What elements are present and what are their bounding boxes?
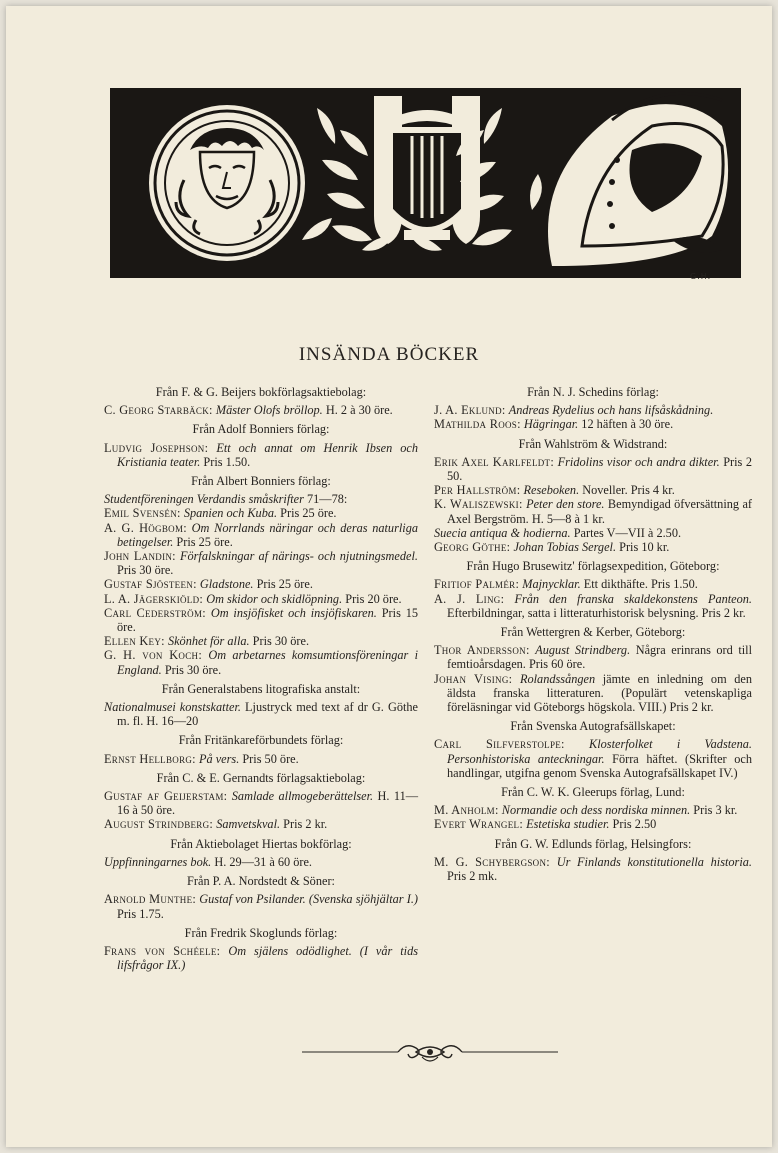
book-author: K. Waliszewski: (434, 497, 523, 512)
book-entry (104, 892, 418, 920)
publisher-section (104, 474, 418, 677)
book-details: Efterbildningar, satta i litteraturhistorisk belysning. Pris 2 kr. (447, 605, 746, 620)
book-author: Frans von Schéele: (104, 943, 221, 958)
book-title: Spanien och Kuba. (183, 506, 278, 521)
book-title: Samvetskval. (216, 817, 281, 832)
book-title: Reseboken. (523, 483, 580, 498)
book-entry (434, 643, 752, 671)
book-title: August Strindberg. (535, 643, 631, 658)
book-title: Gladstone. (199, 577, 254, 592)
book-entry (434, 803, 752, 817)
publisher-heading: Från C. & E. Gernandts förlagsaktiebolag: (156, 770, 366, 785)
book-title: Andreas Rydelius och hans lifsåskådning. (508, 403, 714, 418)
book-title: Ur Finlands konstitutionella historia. (556, 854, 752, 869)
page (6, 6, 772, 1147)
book-title: På vers. (198, 751, 240, 766)
book-author: Ernst Hellborg: (104, 751, 196, 766)
book-author: M. Anholm: (434, 803, 499, 818)
book-entry (434, 483, 752, 497)
book-details: Några erinrans ord till femtioårsdagen. Pris 60 öre. (447, 643, 753, 672)
book-details: Pris 30 öre. (117, 563, 174, 578)
publisher-heading: Från Svenska Autografsällskapet: (510, 719, 676, 734)
book-author: Johan Vising: (434, 671, 513, 686)
book-title: Om insjöfisket och insjöfiskaren. (210, 605, 377, 620)
book-title: Fridolins visor och andra dikter. (557, 454, 720, 469)
book-entry (434, 455, 752, 483)
book-entry (434, 672, 752, 715)
book-details: Noveller. Pris 4 kr. (579, 483, 675, 498)
publisher-heading: Från Albert Bonniers förlag: (191, 474, 331, 489)
publisher-heading: Från P. A. Nordstedt & Söner: (187, 874, 335, 889)
book-title: Suecia antiqua & hodierna. (434, 525, 571, 540)
publisher-section (434, 437, 752, 555)
publisher-heading: Från Adolf Bonniers förlag: (192, 422, 330, 437)
publisher-heading: Från Generalstabens litografiska anstalt: (161, 681, 361, 696)
book-entry (104, 944, 418, 972)
book-title: Om Norrlands näringar och deras naturliga betingelser. (117, 520, 418, 549)
book-title: Om skidor och skidlöpning. (206, 591, 343, 606)
book-author: Gustaf Sjösteen: (104, 577, 197, 592)
lyre-icon (374, 96, 480, 244)
publisher-section (104, 733, 418, 765)
book-entry (104, 789, 418, 817)
book-details: Pris 1.75. (117, 906, 164, 921)
book-title: Normandie och dess nordiska minnen. (501, 803, 691, 818)
book-entry (104, 634, 418, 648)
book-details: Pris 25 öre. (253, 577, 313, 592)
book-entry (104, 577, 418, 591)
flourish-icon (302, 1039, 558, 1065)
publisher-heading: Från Hugo Brusewitz' förlagsexpedition, Göteborg: (466, 559, 720, 574)
book-details: Pris 30 öre. (249, 634, 310, 649)
book-author: Arnold Munthe: (104, 892, 197, 907)
book-entry (434, 592, 752, 620)
left-column (104, 380, 418, 975)
book-author: Per Hallström: (434, 483, 521, 498)
book-details: H. 11—16 à 50 öre. (117, 789, 419, 818)
book-title: Studentföreningen Verdandis småskrifter (104, 492, 304, 507)
book-author: Mathilda Roos: (434, 417, 521, 432)
book-title: Från den franska skaldekonstens Panteon. (514, 591, 753, 606)
book-entry (104, 506, 418, 520)
book-author: C. Georg Starbäck: (104, 403, 213, 418)
publisher-section (104, 926, 418, 973)
banner-illustration (112, 90, 739, 276)
publisher-section (434, 385, 752, 432)
publisher-section (434, 625, 752, 714)
book-author: Carl Silfverstolpe: (434, 737, 565, 752)
book-entry (104, 855, 418, 869)
publisher-section (434, 837, 752, 884)
book-author: Georg Göthe: (434, 540, 511, 555)
publisher-section (434, 785, 752, 832)
book-details: 12 häften à 30 öre. (578, 417, 674, 432)
book-entry (104, 648, 418, 676)
book-details: Förra häftet. (Skrifter och handlingar, utgifna genom Svenska Autografsällskapet IV.) (447, 751, 752, 780)
book-author: John Landin: (104, 549, 176, 564)
publisher-heading: Från N. J. Schedins förlag: (527, 385, 659, 399)
book-entry (104, 606, 418, 634)
publisher-heading: Från Wettergren & Kerber, Göteborg: (500, 625, 686, 640)
book-details: Pris 3 kr. (690, 803, 738, 818)
publisher-heading: Från Aktiebolaget Hiertas bokförlag: (170, 836, 352, 851)
publisher-heading: Från F. & G. Beijers bokförlagsaktiebolag: (155, 385, 367, 399)
book-details: Pris 10 kr. (616, 540, 670, 555)
book-entry (434, 577, 752, 591)
book-author: Gustaf af Geijerstam: (104, 789, 228, 804)
book-details: H. 2 à 30 öre. (322, 403, 393, 418)
book-title: Samlade allmogeberättelser. (231, 789, 374, 804)
book-title: Klosterfolket i Vadstena. Personhistoriska anteckningar. (447, 737, 752, 766)
book-details: 71—78: (303, 492, 348, 507)
book-entry (104, 700, 418, 728)
book-author: Ellen Key: (104, 634, 165, 649)
publisher-section (104, 385, 418, 417)
book-author: A. J. Ling: (434, 591, 505, 606)
book-title: Ett och annat om Henrik Ibsen och Kristiania teater. (117, 440, 418, 469)
book-details: Pris 50 öre. (239, 751, 299, 766)
book-details: Ett dikthäfte. Pris 1.50. (580, 577, 698, 592)
book-author: J. A. Eklund: (434, 403, 506, 418)
book-details: Pris 2 mk. (447, 869, 498, 884)
book-author: Emil Svensén: (104, 506, 181, 521)
book-entry (434, 403, 752, 417)
book-author: Thor Andersson: (434, 643, 530, 658)
publisher-section (104, 874, 418, 921)
book-title: Förfalskningar af närings- och njutningsmedel. (179, 549, 418, 564)
book-details: jämte en inledning om den äldsta franska litteraturen. (Populärt vetenskapliga föreläsningar vid Göteborgs högskola. VIII.) Pris 2 kr. (447, 671, 752, 715)
book-title: Hägringar. (523, 417, 579, 432)
book-title: Nationalmusei konstskatter. (104, 700, 241, 715)
publisher-section (104, 682, 418, 729)
publisher-section (434, 559, 752, 620)
book-title: Rolandssången (519, 671, 596, 686)
decorative-banner (110, 88, 741, 278)
publisher-heading: Från Wahlström & Widstrand: (518, 436, 668, 451)
book-author: August Strindberg: (104, 817, 214, 832)
book-title: Johan Tobias Sergel. (513, 540, 617, 555)
book-entry (434, 817, 752, 831)
book-entry (104, 441, 418, 469)
publisher-heading: Från Fredrik Skoglunds förlag: (184, 925, 338, 940)
book-author: M. G. Schybergson: (434, 854, 550, 869)
book-details: Pris 2 kr. (280, 817, 328, 832)
book-details: Pris 25 öre. (173, 534, 233, 549)
publisher-heading: Från Fritänkareförbundets förlag: (178, 733, 344, 748)
book-details: Partes V—VII à 2.50. (570, 525, 682, 540)
book-author: Ludvig Josephson: (104, 440, 209, 455)
publisher-section (104, 771, 418, 832)
book-details: Pris 2 50. (447, 454, 753, 484)
book-author: L. A. Jägerskiöld: (104, 591, 204, 606)
book-title: Majnycklar. (522, 577, 581, 592)
book-entry (104, 521, 418, 549)
book-details: H. 29—31 à 60 öre. (211, 854, 312, 869)
book-entry (434, 855, 752, 883)
publisher-section (434, 719, 752, 780)
book-title: Om själens odödlighet. (I vår tids lifsfrågor IX.) (117, 943, 419, 973)
book-entry (104, 403, 418, 417)
book-author: Carl Cederström: (104, 605, 206, 620)
medusa-medallion-icon (149, 105, 305, 261)
page-title: INSÄNDA BÖCKER (298, 344, 480, 365)
book-entry (104, 752, 418, 766)
book-author: A. G. Högbom: (104, 520, 187, 535)
book-title: Estetiska studier. (526, 817, 610, 832)
book-details: Pris 15 öre. (117, 605, 418, 635)
book-entry (434, 737, 752, 780)
book-details: Pris 20 öre. (342, 591, 402, 606)
book-entry (434, 417, 752, 431)
book-details: Bemyndigad öfversättning af Axel Bergström. H. 5—8 à 1 kr. (447, 497, 753, 526)
book-title: Mäster Olofs bröllop. (215, 403, 323, 418)
book-details: Pris 1.50. (200, 454, 251, 469)
right-column (434, 380, 752, 886)
book-entry (434, 540, 752, 554)
book-author: Fritiof Palmér: (434, 577, 520, 592)
book-details: Pris 30 öre. (161, 662, 222, 677)
book-title: Gustaf von Psilander. (Svenska sjöhjältar I.) (199, 892, 418, 907)
publisher-heading: Från C. W. K. Gleerups förlag, Lund: (501, 785, 685, 800)
publisher-section (104, 837, 418, 869)
book-entry (104, 549, 418, 577)
book-title: Uppfinningarnes bok. (104, 854, 212, 869)
book-entry (104, 817, 418, 831)
illustrator-monogram: G.H. (690, 272, 712, 281)
book-author: Erik Axel Karlfeldt: (434, 454, 555, 469)
book-details: Pris 2.50 (609, 817, 657, 832)
book-title: Skönhet för alla. (167, 634, 250, 649)
book-author: Evert Wrangel: (434, 817, 524, 832)
ornament-divider (302, 1039, 558, 1065)
publisher-section (104, 422, 418, 469)
book-author: G. H. von Koch: (104, 648, 203, 663)
book-entry (104, 592, 418, 606)
book-details: Pris 25 öre. (277, 506, 337, 521)
book-entry (434, 526, 752, 540)
publisher-heading: Från G. W. Edlunds förlag, Helsingfors: (494, 836, 692, 851)
book-title: Om arbetarnes komsumtionsföreningar i England. (117, 648, 418, 677)
book-title: Peter den store. (526, 497, 605, 512)
book-entry (434, 497, 752, 525)
book-entry (104, 492, 418, 506)
book-details: Ljustryck med text af dr G. Göthe m. fl. H. 16—20 (117, 700, 419, 729)
